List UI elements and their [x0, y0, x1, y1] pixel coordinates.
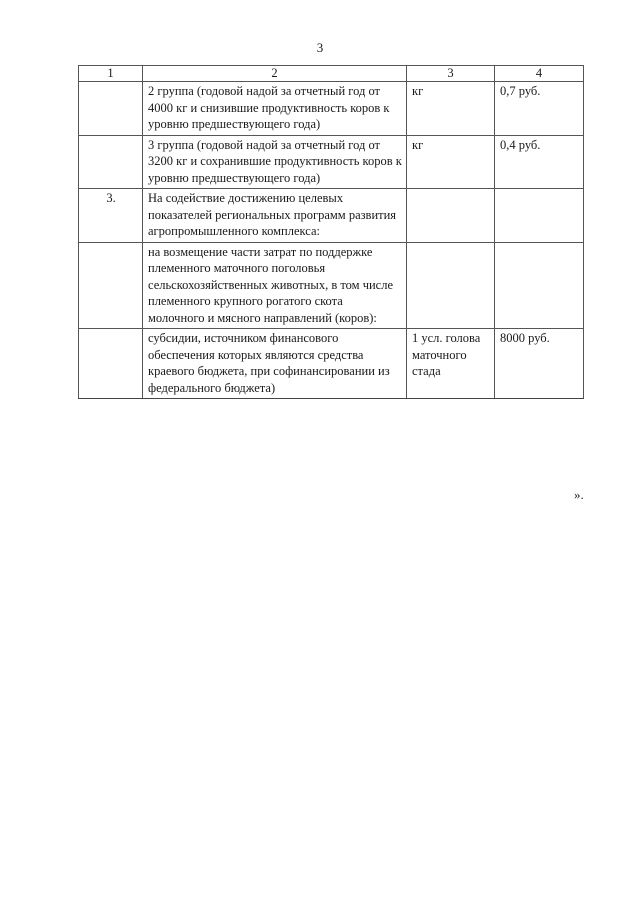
row-name: 2 группа (годовой надой за отчетный год от 4000 кг и снизившие продуктивность коров к уровню предшествующего года) [143, 82, 407, 136]
page-number: 3 [316, 40, 324, 55]
table-row [79, 82, 584, 136]
row-name: субсидии, источником финансового обеспечения которых являются средства краевого бюджета, при софинансировании из федерального бюджета) [143, 329, 407, 399]
row-number [79, 242, 143, 329]
table-row [79, 135, 584, 189]
row-number: 3. [79, 189, 143, 243]
document-table [78, 65, 584, 399]
row-name: 3 группа (годовой надой за отчетный год от 3200 кг и сохранившие продуктивность коров к уровню предшествующего года) [143, 135, 407, 189]
row-unit [407, 189, 495, 243]
row-number [79, 135, 143, 189]
row-rate: 0,7 руб. [495, 82, 584, 136]
row-unit: кг [407, 135, 495, 189]
header-cell-2: 2 [143, 66, 407, 82]
row-rate: 8000 руб. [495, 329, 584, 399]
header-cell-1: 1 [79, 66, 143, 82]
header-cell-3: 3 [407, 66, 495, 82]
table-header-row [79, 66, 584, 82]
row-unit: 1 усл. голова маточного стада [407, 329, 495, 399]
row-rate: 0,4 руб. [495, 135, 584, 189]
table-row [79, 189, 584, 243]
table-row [79, 329, 584, 399]
row-rate [495, 189, 584, 243]
row-unit: кг [407, 82, 495, 136]
row-unit [407, 242, 495, 329]
row-rate [495, 242, 584, 329]
closing-quote-mark: ». [574, 487, 584, 502]
row-name: на возмещение части затрат по поддержке племенного маточного поголовья сельскохозяйственных животных, в том числе племенного крупного рогатого скота молочного и мясного направлений (коров): [143, 242, 407, 329]
row-number [79, 82, 143, 136]
header-cell-4: 4 [495, 66, 584, 82]
row-number [79, 329, 143, 399]
row-name: На содействие достижению целевых показателей региональных программ развития агропромышленного комплекса: [143, 189, 407, 243]
table-row [79, 242, 584, 329]
